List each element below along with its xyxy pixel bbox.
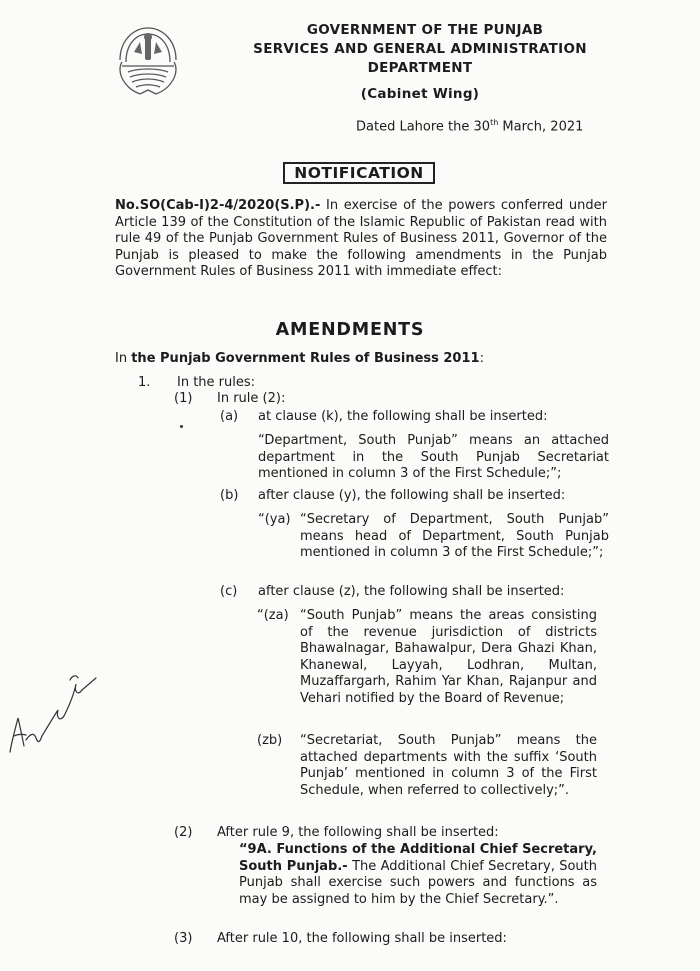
item-1-number: 1. bbox=[138, 375, 151, 390]
rule-9a-text: The Additional Chief Secretary, South Punjab shall exercise such powers and functions as may be assigned to him by the Chief Secretary.”. bbox=[239, 858, 597, 907]
clause-a-number: (a) bbox=[220, 409, 239, 424]
header-department-line: SERVICES AND GENERAL ADMINISTRATION bbox=[253, 41, 587, 57]
clause-c-number: (c) bbox=[220, 584, 238, 599]
sub-1-number: (1) bbox=[174, 391, 193, 406]
clause-a-text: at clause (k), the following shall be inserted: bbox=[258, 409, 548, 424]
item-1-text: In the rules: bbox=[177, 375, 256, 390]
sub-1-text: In rule (2): bbox=[217, 391, 286, 406]
notification-title: NOTIFICATION bbox=[283, 162, 435, 184]
header-department-line2: DEPARTMENT bbox=[367, 60, 473, 76]
clause-ya-number: “(ya) bbox=[258, 512, 291, 527]
margin-dot bbox=[180, 425, 183, 428]
sub-2-number: (2) bbox=[174, 825, 193, 840]
clause-c-text: after clause (z), the following shall be inserted: bbox=[258, 584, 565, 599]
clause-a-quote: “Department, South Punjab” means an attached department in the South Punjab Secretariat mentioned in column 3 of the First Schedule;”; bbox=[258, 433, 609, 482]
sub-2-text: After rule 9, the following shall be inserted: bbox=[217, 825, 499, 840]
clause-zb-text: “Secretariat, South Punjab” means the attached departments with the suffix ‘South Punjab’ mentioned in column 3 of the First Schedule, when referred to collectively;”. bbox=[300, 733, 597, 798]
clause-za-text: “South Punjab” means the areas consisting of the revenue jurisdiction of districts Bhawalnagar, Bahawalpur, Dera Ghazi Khan, Khanewal, Layyah, Lodhran, Multan, Muzaffargarh, Rahim Yar Khan, Rajanpur and Vehari notified by the Board of Revenue; bbox=[300, 608, 597, 706]
dated-line: Dated Lahore the 30th March, 2021 bbox=[356, 118, 584, 135]
clause-b-number: (b) bbox=[220, 488, 239, 503]
clause-ya-text: “Secretary of Department, South Punjab” means head of Department, South Punjab mentioned in column 3 of the First Schedule;”; bbox=[300, 512, 609, 561]
preamble-text: In exercise of the powers conferred under Article 139 of the Constitution of the Islamic Republic of Pakistan read with rule 49 of the Punjab Government Rules of Business 2011, Governor of the Punjab is pleased to make the following amendments in the Punjab Government Rules of Business 2011 with immediate effect: bbox=[115, 198, 607, 280]
rule-9a-paragraph bbox=[239, 842, 597, 908]
amendments-intro: In the Punjab Government Rules of Business 2011: bbox=[115, 351, 484, 366]
clause-b-text: after clause (y), the following shall be inserted: bbox=[258, 488, 566, 503]
header-govt-line: GOVERNMENT OF THE PUNJAB bbox=[306, 22, 544, 38]
clause-zb-number: (zb) bbox=[257, 733, 283, 748]
amendments-title: AMENDMENTS bbox=[275, 320, 425, 340]
sub-3-number: (3) bbox=[174, 931, 193, 946]
sub-3-text: After rule 10, the following shall be inserted: bbox=[217, 931, 507, 946]
header-wing: (Cabinet Wing) bbox=[360, 86, 480, 102]
clause-za-number: “(za) bbox=[257, 608, 289, 623]
handwritten-signature-mark bbox=[4, 660, 104, 760]
rule-9a-heading: “9A. Functions of the Additional Chief Secretary, South Punjab.- bbox=[239, 842, 597, 874]
notification-ref-no: No.SO(Cab-I)2-4/2020(S.P).- bbox=[115, 198, 321, 213]
preamble-paragraph bbox=[115, 198, 607, 281]
